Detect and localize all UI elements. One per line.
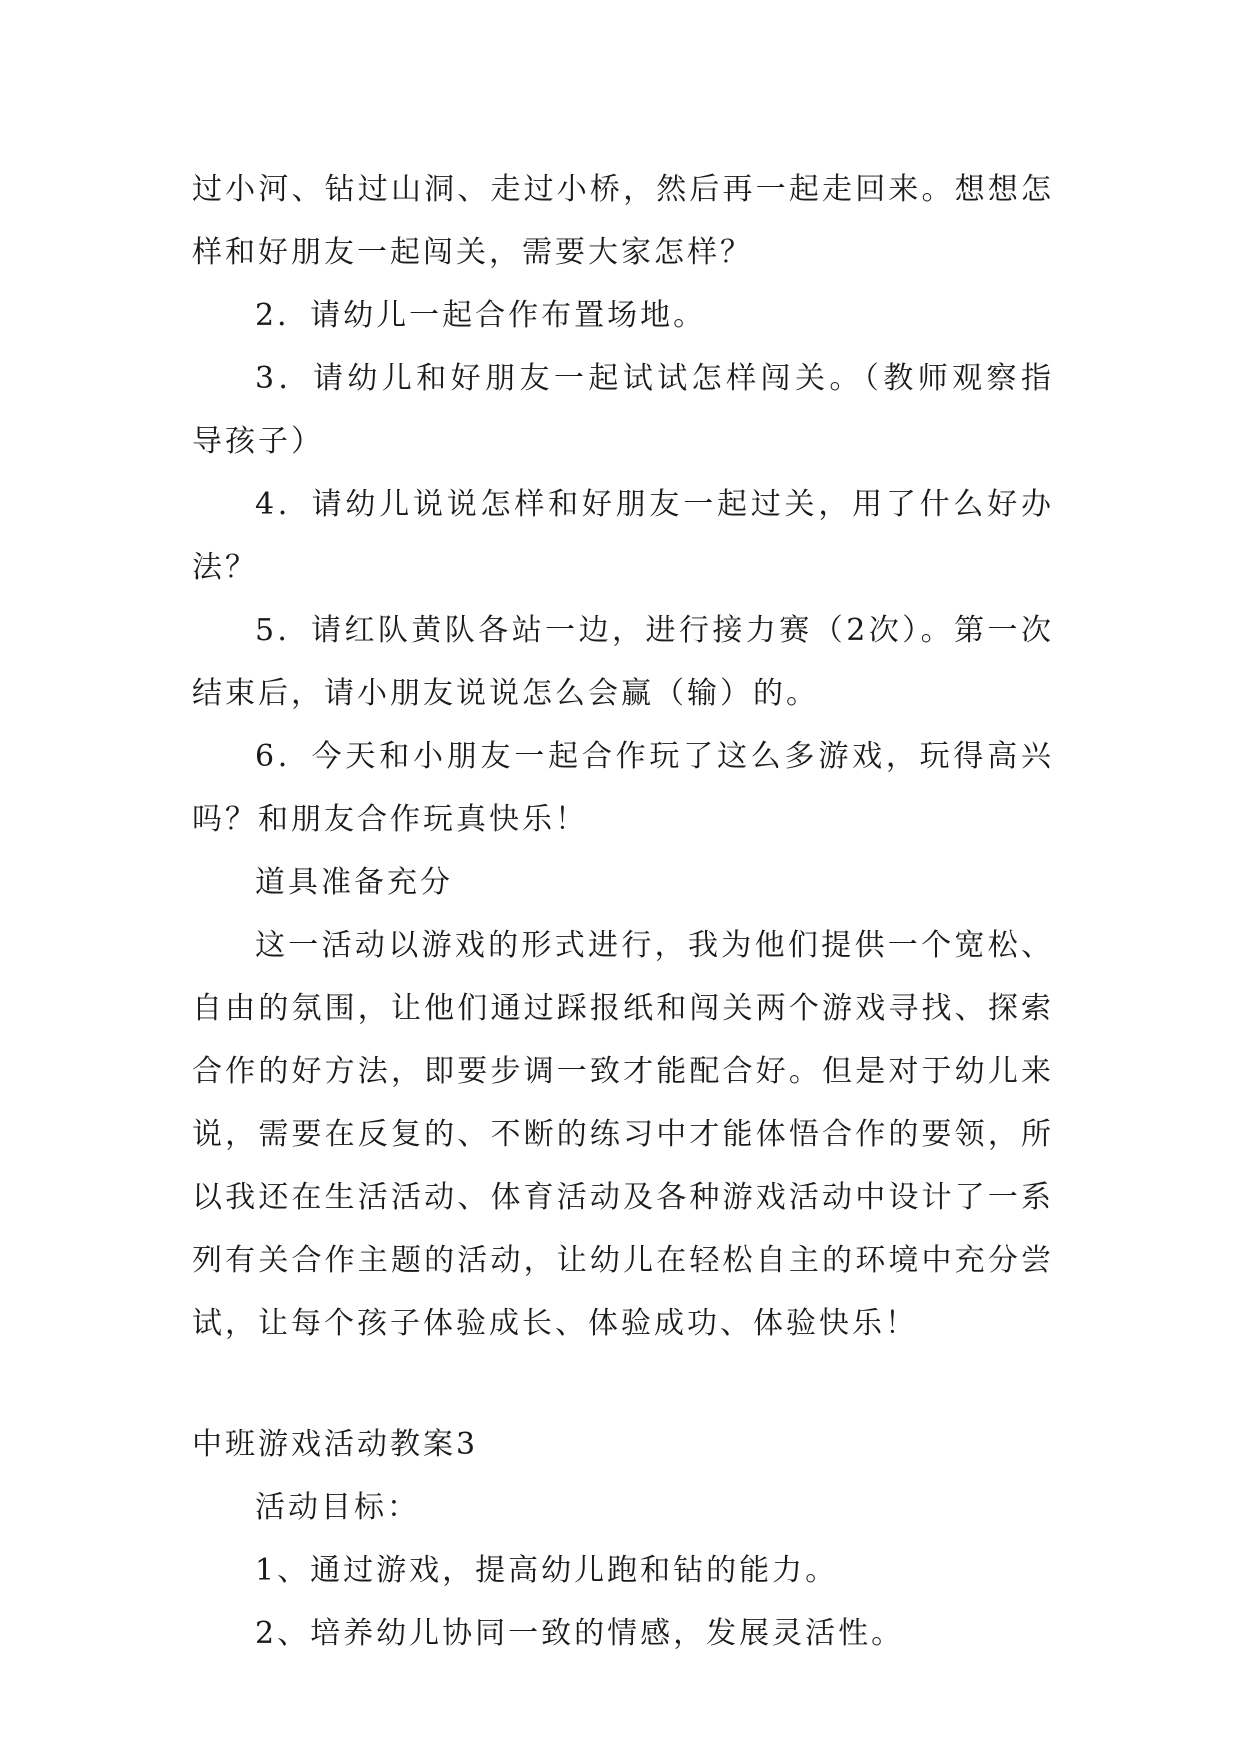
paragraph-step-5: 5．请红队黄队各站一边，进行接力赛（2次）。第一次结束后，请小朋友说说怎么会赢（输）的。 (192, 613, 1054, 711)
paragraph-reflection: 这一活动以游戏的形式进行，我为他们提供一个宽松、自由的氛围，让他们通过踩报纸和闯关两个游戏寻找、探索合作的好方法，即要步调一致才能配合好。但是对于幼儿来说，需要在反复的、不断的练习中才能体悟合作的要领，所以我还在生活活动、体育活动及各种游戏活动中设计了一系列有关合作主题的活动，让幼儿在轻松自主的环境中充分尝试，让每个孩子体验成长、体验成功、体验快乐！ (192, 928, 1054, 1341)
paragraph-step-2: 2．请幼儿一起合作布置场地。 (255, 298, 707, 333)
paragraph-step-3: 3．请幼儿和好朋友一起试试怎样闯关。（教师观察指导孩子） (192, 361, 1054, 459)
paragraph-step-6: 6．今天和小朋友一起合作玩了这么多游戏，玩得高兴吗？和朋友合作玩真快乐！ (192, 739, 1054, 837)
paragraph-continuation: 过小河、钻过山洞、走过小桥，然后再一起走回来。想想怎样和好朋友一起闯关，需要大家怎样？ (192, 172, 1054, 270)
paragraph-objectives-label: 活动目标： (255, 1490, 420, 1525)
section-title: 中班游戏活动教案3 (192, 1427, 479, 1462)
paragraph-props-note: 道具准备充分 (255, 865, 453, 900)
paragraph-objective-1: 1、通过游戏，提高幼儿跑和钻的能力。 (255, 1553, 839, 1588)
document-body (192, 158, 1054, 1665)
paragraph-objective-2: 2、培养幼儿协同一致的情感，发展灵活性。 (255, 1616, 905, 1651)
paragraph-step-4: 4．请幼儿说说怎样和好朋友一起过关，用了什么好办法？ (192, 487, 1054, 585)
